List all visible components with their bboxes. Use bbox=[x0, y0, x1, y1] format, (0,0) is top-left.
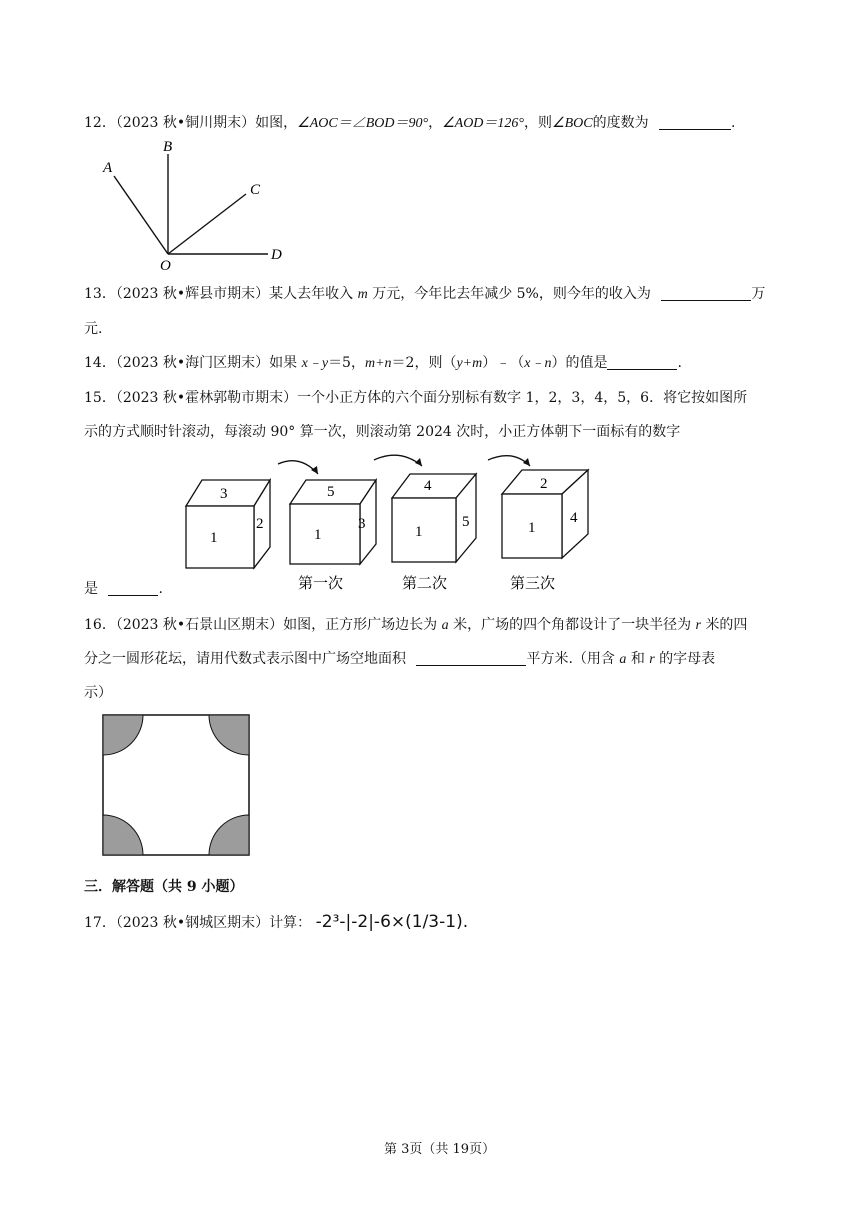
q17-text-a: 计算： bbox=[269, 915, 312, 931]
q17-number: 17． bbox=[84, 915, 116, 931]
q14-expr3: y+m bbox=[456, 356, 483, 371]
q16-line1 bbox=[84, 614, 747, 634]
q13-text-c: 万 bbox=[751, 286, 766, 302]
cube-roll-1-top: 5 bbox=[327, 484, 335, 500]
q16-number: 16． bbox=[84, 617, 116, 633]
q12-text: 如图， bbox=[255, 115, 298, 131]
q14-expr1: x﹣y bbox=[301, 356, 329, 371]
q16-line2-c: 和 bbox=[630, 651, 645, 667]
cube-roll-2-front: 1 bbox=[415, 524, 423, 540]
q16-var-r: r bbox=[695, 618, 701, 633]
q12-angle-aod: ∠AOD＝126° bbox=[442, 116, 525, 131]
cube-roll-2-top: 4 bbox=[424, 478, 432, 494]
q15-source: （2023 秋•霍林郭勒市期末） bbox=[115, 390, 298, 406]
q14-text-d: ）﹣（ bbox=[482, 355, 525, 371]
cube-roll-3-top: 2 bbox=[540, 476, 548, 492]
q12-line bbox=[84, 112, 735, 132]
q13-text-a: 某人去年收入 bbox=[269, 286, 354, 302]
cube-roll-3-side: 4 bbox=[570, 510, 578, 526]
q14-text-b: ＝5， bbox=[328, 355, 365, 371]
section-3-title: 三．解答题（共 9 小题） bbox=[84, 879, 244, 895]
q15-answer-blank[interactable] bbox=[108, 581, 158, 596]
q13-line1 bbox=[84, 283, 765, 303]
q15-line2 bbox=[84, 421, 680, 441]
q13-var-m: m bbox=[357, 287, 368, 302]
q16-line1-b: 米，广场的四个角都设计了一块半径为 bbox=[453, 617, 692, 633]
caption-roll-2: 第二次 bbox=[402, 576, 448, 592]
cube-roll-2-side: 5 bbox=[462, 514, 470, 530]
label-b: B bbox=[163, 139, 173, 155]
q16-answer-blank[interactable] bbox=[416, 651, 526, 666]
q14-text-c: ＝2，则（ bbox=[391, 355, 457, 371]
caption-roll-1: 第一次 bbox=[298, 576, 344, 592]
q14-expr4: x﹣n bbox=[524, 356, 552, 371]
q16-var-r2: r bbox=[649, 652, 655, 667]
q15-line1 bbox=[84, 387, 747, 407]
q12-text-c: 的度数为 bbox=[592, 115, 649, 131]
q14-source: （2023 秋•海门区期末） bbox=[115, 355, 270, 371]
label-d: D bbox=[271, 247, 282, 263]
q13-line2-text: 元. bbox=[84, 321, 103, 337]
q12-source: （2023 秋•铜川期末） bbox=[115, 115, 256, 131]
caption-roll-3: 第三次 bbox=[510, 576, 556, 592]
q12-text-b: ，则 bbox=[524, 115, 553, 131]
label-a: A bbox=[103, 160, 113, 176]
q14-end: . bbox=[677, 355, 682, 371]
cube-roll-2 bbox=[392, 474, 476, 592]
q16-var-a: a bbox=[441, 618, 449, 633]
q13-number: 13． bbox=[84, 286, 116, 302]
q16-square-figure bbox=[102, 714, 252, 858]
q16-line2-d: 的字母表 bbox=[659, 651, 716, 667]
cube-roll-1-front: 1 bbox=[314, 527, 322, 543]
q16-line1-c: 米的四 bbox=[705, 617, 748, 633]
q15-end: . bbox=[158, 581, 163, 597]
cube-initial-top: 3 bbox=[220, 486, 228, 502]
cube-initial-front: 1 bbox=[210, 530, 218, 546]
q16-line2-a: 分之一圆形花坛，请用代数式表示图中广场空地面积 bbox=[84, 651, 406, 667]
q12-end: . bbox=[731, 115, 736, 131]
q16-var-a2: a bbox=[619, 652, 627, 667]
cube-roll-3-front: 1 bbox=[528, 520, 536, 536]
q15-line3-text: 是 bbox=[84, 581, 98, 597]
q12-answer-blank[interactable] bbox=[659, 115, 731, 130]
q12-sep: ， bbox=[428, 115, 443, 131]
q17-source: （2023 秋•钢城区期末） bbox=[115, 915, 270, 931]
q15-line1-text: 一个小正方体的六个面分别标有数字 1，2，3，4，5，6．将它按如图所 bbox=[297, 390, 748, 406]
q15-line2-text: 示的方式顺时针滚动，每滚动 90° 算一次，则滚动第 2024 次时，小正方体朝下一面标有的数字 bbox=[84, 424, 681, 440]
q15-cube-figure bbox=[170, 450, 620, 598]
q14-expr2: m+n bbox=[364, 356, 392, 371]
q16-line2-b: 平方米.（用含 bbox=[526, 651, 615, 667]
q17-expression: -2³-|-2|-6×(1/3-1). bbox=[315, 912, 469, 932]
q15-line3 bbox=[84, 578, 163, 598]
q15-number: 15． bbox=[84, 390, 116, 406]
label-o: O bbox=[160, 258, 171, 272]
q13-line2 bbox=[84, 318, 102, 338]
q14-line bbox=[84, 352, 682, 372]
q16-line3-text: 示） bbox=[84, 685, 112, 701]
q14-number: 14． bbox=[84, 355, 116, 371]
cube-initial bbox=[186, 480, 270, 568]
q16-source: （2023 秋•石景山区期末） bbox=[115, 617, 284, 633]
label-c: C bbox=[250, 182, 261, 198]
q12-angle-eq: ∠AOC＝∠BOD＝90° bbox=[297, 116, 429, 131]
q16-line1-a: 如图，正方形广场边长为 bbox=[283, 617, 438, 633]
cube-initial-side: 2 bbox=[256, 516, 264, 532]
cube-roll-1 bbox=[290, 480, 376, 592]
q17-line bbox=[84, 912, 468, 932]
q12-number: 12． bbox=[84, 115, 116, 131]
q13-answer-blank[interactable] bbox=[661, 286, 751, 301]
q12-angle-boc: ∠BOC bbox=[552, 116, 593, 131]
cube-roll-1-side: 3 bbox=[358, 516, 366, 532]
page-footer: 第 3页（共 19页） bbox=[384, 1142, 496, 1157]
q16-line2 bbox=[84, 648, 715, 668]
q16-line3 bbox=[84, 682, 112, 702]
q14-answer-blank[interactable] bbox=[607, 355, 677, 370]
cube-roll-3 bbox=[502, 470, 588, 592]
q14-text-e: ）的值是 bbox=[551, 355, 608, 371]
q13-text-b: 万元，今年比去年减少 5%，则今年的收入为 bbox=[372, 286, 651, 302]
q13-source: （2023 秋•辉县市期末） bbox=[115, 286, 270, 302]
q14-text-a: 如果 bbox=[269, 355, 298, 371]
q12-angle-figure bbox=[96, 136, 296, 272]
